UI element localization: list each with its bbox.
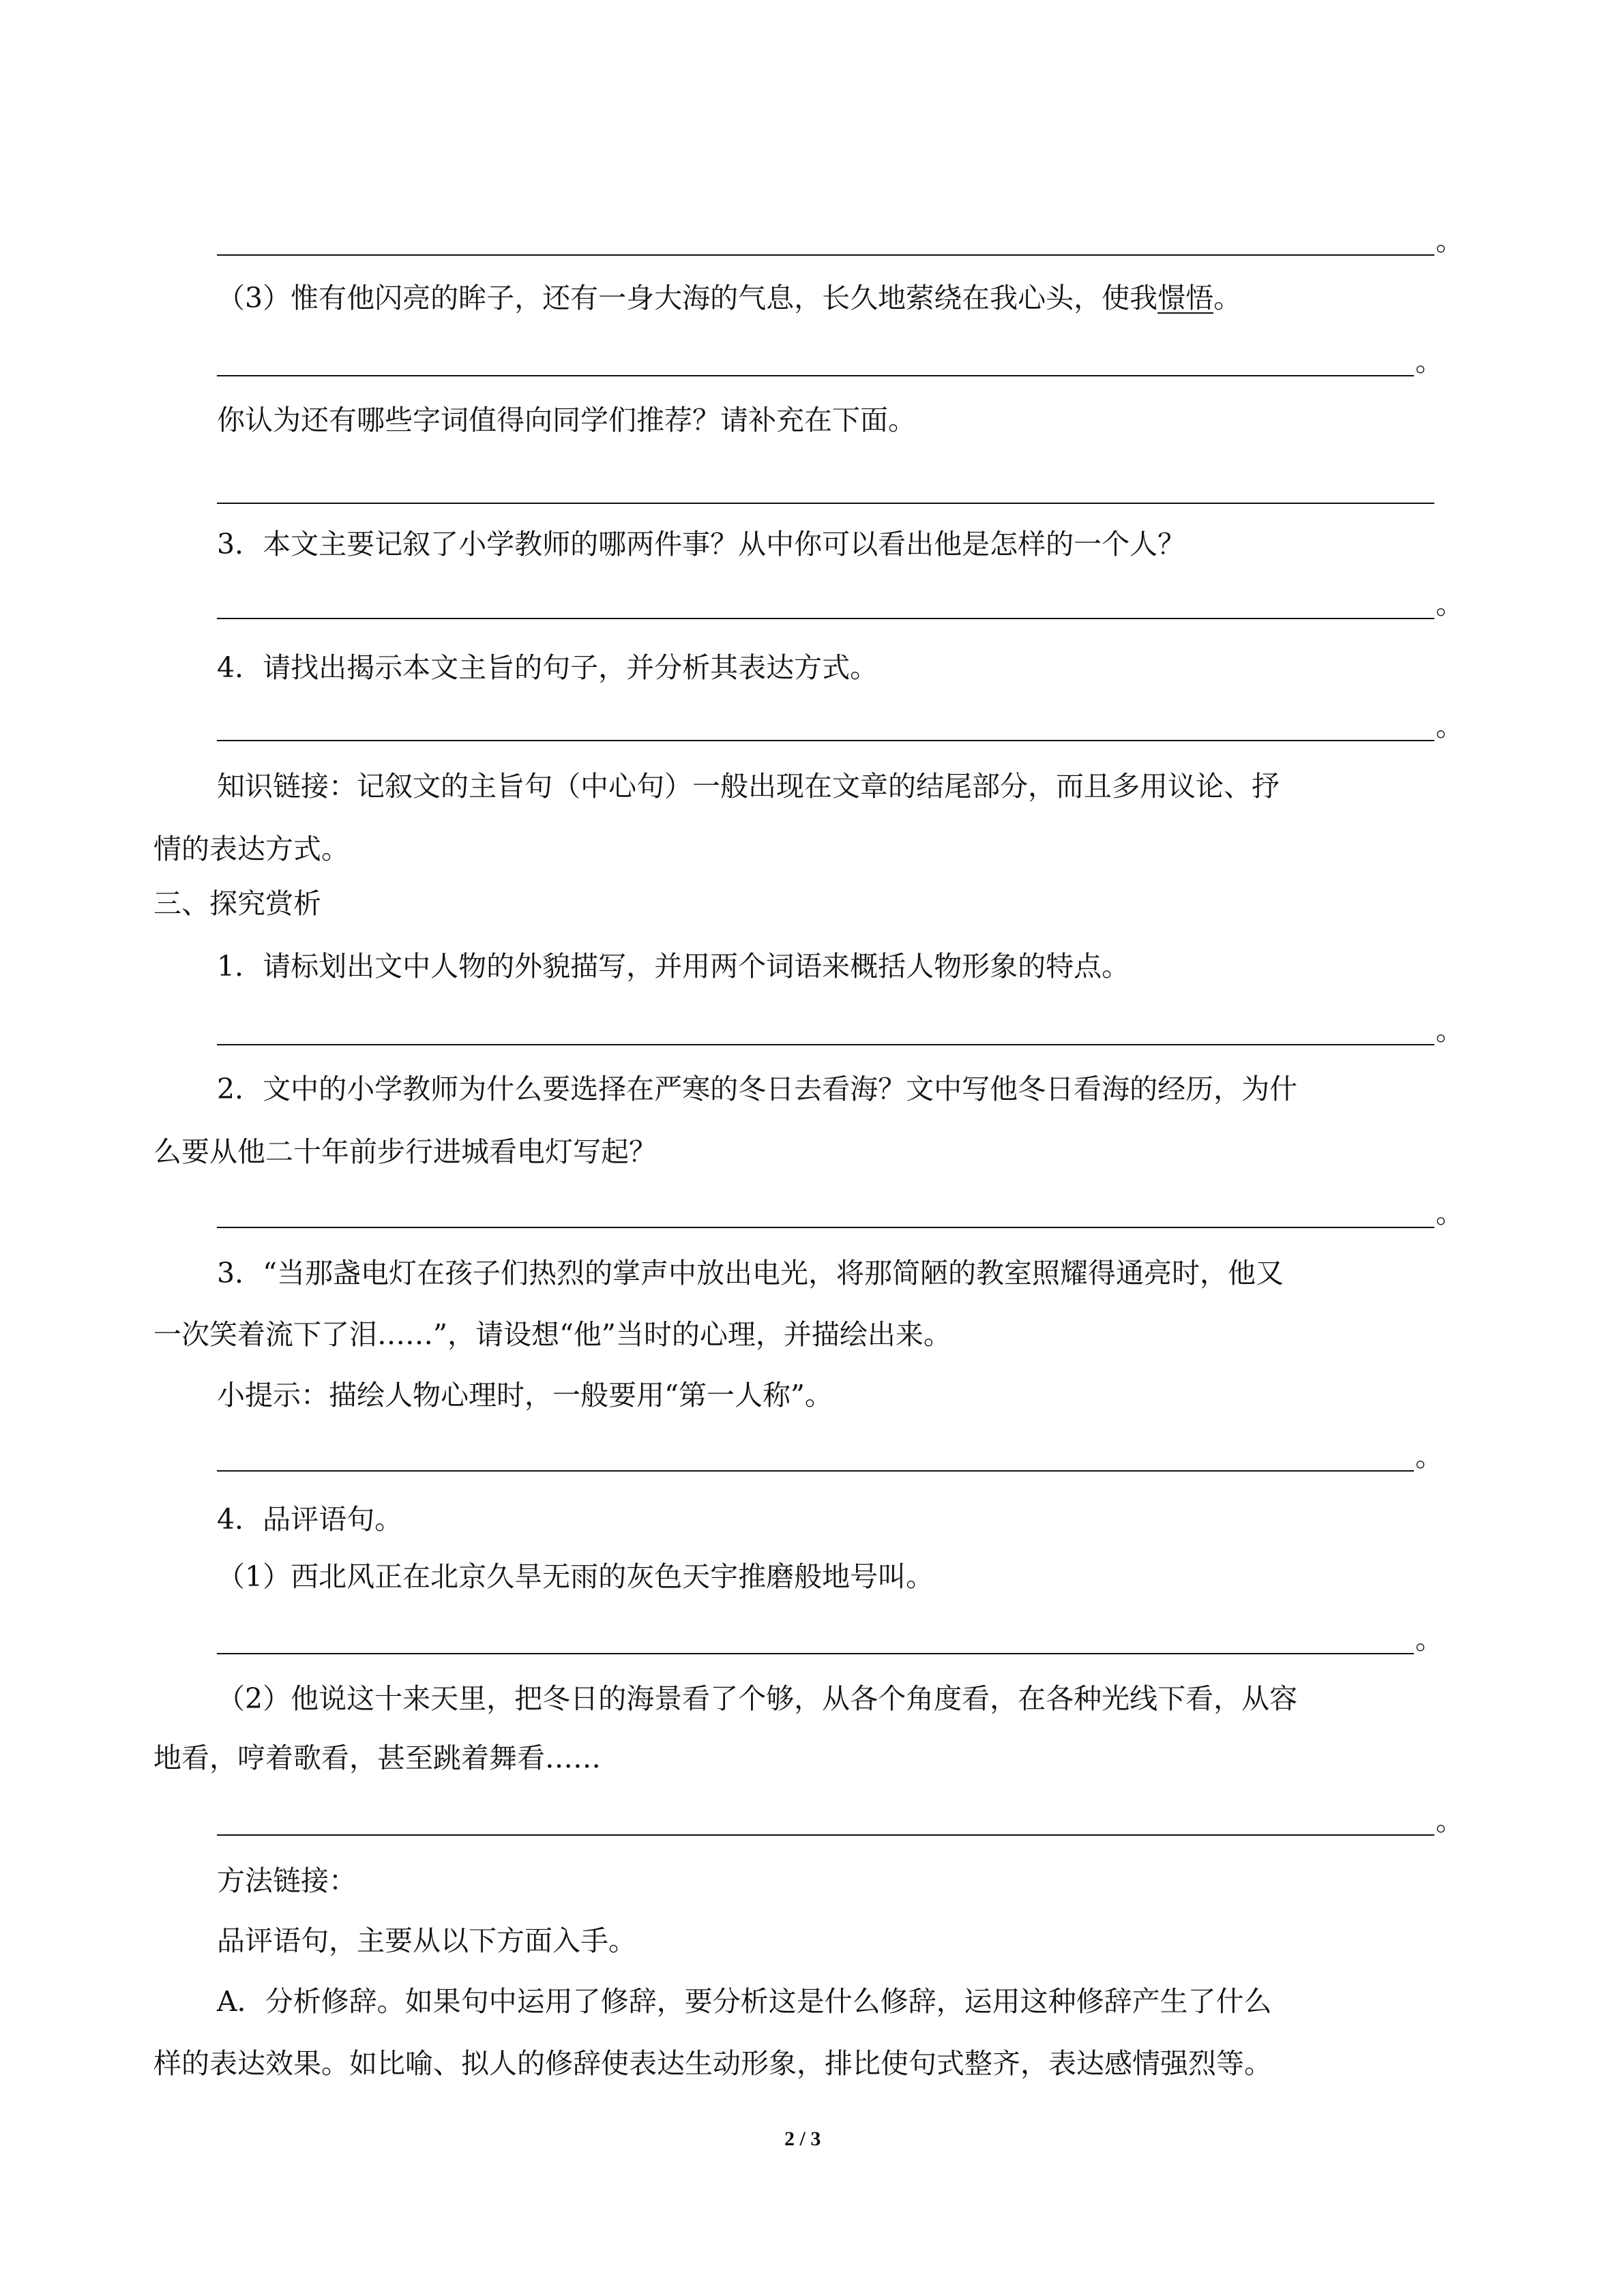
question-text: 4．请找出揭示本文主旨的句子，并分析其表达方式。 <box>217 651 879 684</box>
underlined-word: 憬悟 <box>1157 282 1214 314</box>
answer-line[interactable] <box>217 1653 1414 1654</box>
answer-line[interactable] <box>217 1834 1434 1836</box>
question-text-part: （3）惟有他闪亮的眸子，还有一身大海的气息，长久地萦绕在我心头，使我 <box>217 282 1158 314</box>
answer-end-mark: 。 <box>1436 224 1464 257</box>
answer-line[interactable] <box>217 1470 1414 1472</box>
answer-line[interactable] <box>217 375 1414 376</box>
answer-line[interactable] <box>217 254 1434 256</box>
answer-end-mark: 。 <box>1436 1014 1464 1047</box>
answer-end-mark: 。 <box>1415 1623 1443 1656</box>
question-text: 3．“当那盏电灯在孩子们热烈的掌声中放出电光，将那简陋的教室照耀得通亮时，他又 <box>217 1257 1284 1289</box>
answer-line[interactable] <box>217 503 1434 504</box>
method-text: 样的表达效果。如比喻、拟人的修辞使表达生动形象，排比使句式整齐，表达感情强烈等。 <box>153 2047 1272 2080</box>
question-text: 地看，哼着歌看，甚至跳着舞看…… <box>153 1742 601 1774</box>
question-text: 你认为还有哪些字词值得向同学们推荐？请补充在下面。 <box>217 404 916 436</box>
method-text: A．分析修辞。如果句中运用了修辞，要分析这是什么修辞，运用这种修辞产生了什么 <box>217 1985 1272 2018</box>
answer-line[interactable] <box>217 1044 1434 1045</box>
question-text: 4．品评语句。 <box>217 1503 403 1536</box>
answer-end-mark: 。 <box>1415 1440 1443 1473</box>
knowledge-link: 情的表达方式。 <box>153 833 349 865</box>
answer-end-mark: 。 <box>1415 345 1443 378</box>
answer-line[interactable] <box>217 1227 1434 1228</box>
question-text <box>217 284 1241 312</box>
page-number: 2 / 3 <box>784 2128 821 2150</box>
question-text: 3．本文主要记叙了小学教师的哪两件事？从中你可以看出他是怎样的一个人？ <box>217 528 1186 561</box>
answer-end-mark: 。 <box>1436 1197 1464 1229</box>
answer-line[interactable] <box>217 740 1434 741</box>
answer-end-mark: 。 <box>1436 1804 1464 1837</box>
question-text: 1．请标划出文中人物的外貌描写，并用两个词语来概括人物形象的特点。 <box>217 950 1130 983</box>
answer-end-mark: 。 <box>1436 588 1464 621</box>
question-text: 2．文中的小学教师为什么要选择在严寒的冬日去看海？文中写他冬日看海的经历，为什 <box>217 1073 1298 1105</box>
question-text-end: 。 <box>1213 282 1242 314</box>
question-text: 一次笑着流下了泪……”，请设想“他”当时的心理，并描绘出来。 <box>153 1318 951 1351</box>
knowledge-link: 知识链接：记叙文的主旨句（中心句）一般出现在文章的结尾部分，而且多用议论、抒 <box>217 770 1280 803</box>
method-text: 品评语句，主要从以下方面入手。 <box>217 1924 636 1957</box>
question-text: （2）他说这十来天里，把冬日的海景看了个够，从各个角度看，在各种光线下看，从容 <box>217 1682 1298 1715</box>
answer-end-mark: 。 <box>1436 710 1464 743</box>
question-text: （1）西北风正在北京久旱无雨的灰色天宇推磨般地号叫。 <box>217 1560 934 1593</box>
section-heading: 三、探究赏析 <box>153 887 321 920</box>
question-text: 么要从他二十年前步行进城看电灯写起？ <box>153 1135 657 1168</box>
tip-text: 小提示：描绘人物心理时，一般要用“第一人称”。 <box>217 1379 833 1412</box>
method-heading: 方法链接： <box>217 1864 357 1897</box>
answer-line[interactable] <box>217 618 1434 619</box>
